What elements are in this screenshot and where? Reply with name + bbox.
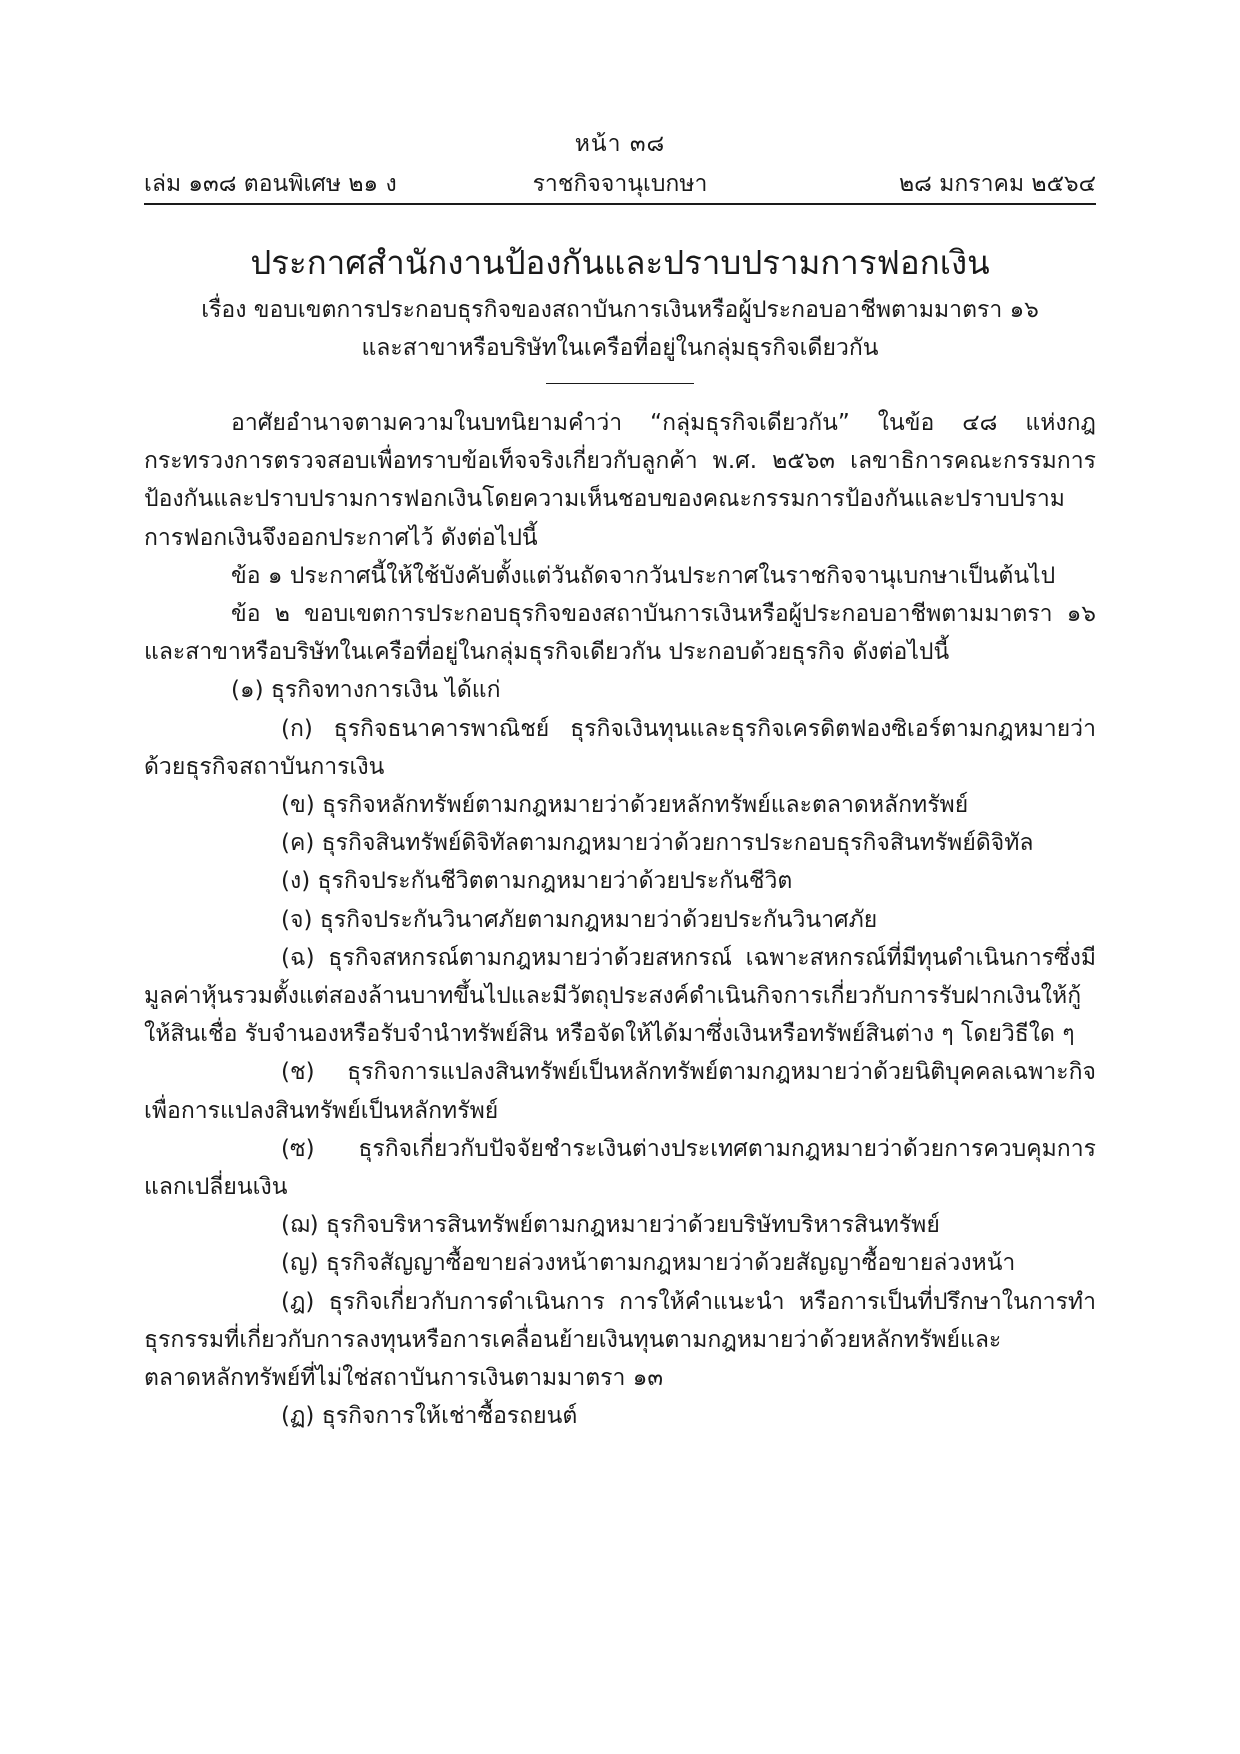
item-1-financial-business: (๑) ธุรกิจทางการเงิน ได้แก่	[231, 677, 501, 704]
subitem-kho: (ข) ธุรกิจหลักทรัพย์ตามกฎหมายว่าด้วยหลักทรัพย์และตลาดหลักทรัพย์	[281, 792, 969, 819]
clause-2: ข้อ ๒ ขอบเขตการประกอบธุรกิจของสถาบันการเงินหรือผู้ประกอบอาชีพตามมาตรา ๑๖ และสาขาหรือบริษัทในเครือที่อยู่ในกลุ่มธุรกิจเดียวกัน ประกอบด้วยธุรกิจ ดังต่อไปนี้	[144, 601, 1096, 666]
publication-date: ๒๘ มกราคม ๒๕๖๔	[898, 171, 1096, 197]
subitem-so: (ซ) ธุรกิจเกี่ยวกับปัจจัยชำระเงินต่างประเทศตามกฎหมายว่าด้วยการควบคุมการแลกเปลี่ยนเงิน	[144, 1135, 1096, 1201]
subitem-ngo: (ง) ธุรกิจประกันชีวิตตามกฎหมายว่าด้วยประกันชีวิต	[281, 868, 793, 895]
subitem-cho-ching: (ฉ) ธุรกิจสหกรณ์ตามกฎหมายว่าด้วยสหกรณ์ เฉพาะสหกรณ์ที่มีทุนดำเนินการซึ่งมีมูลค่าหุ้นรวมตั้งแต่สองล้านบาทขึ้นไปและมีวัตถุประสงค์ดำเนินกิจการเกี่ยวกับการรับฝากเงินให้กู้ ให้สินเชื่อ รับจำนองหรือรับจำนำทรัพย์สิน หรือจัดให้ได้มาซึ่งเงินหรือทรัพย์สินต่าง ๆ โดยวิธีใด ๆ	[144, 944, 1096, 1048]
subitem-kho-khwai: (ค) ธุรกิจสินทรัพย์ดิจิทัลตามกฎหมายว่าด้วยการประกอบธุรกิจสินทรัพย์ดิจิทัล	[281, 830, 1034, 857]
subitem-yo: (ญ) ธุรกิจสัญญาซื้อขายล่วงหน้าตามกฎหมายว่าด้วยสัญญาซื้อขายล่วงหน้า	[281, 1250, 1016, 1277]
volume-info: เล่ม ๑๓๘ ตอนพิเศษ ๒๑ ง	[144, 171, 397, 197]
subject-line-1: เรื่อง ขอบเขตการประกอบธุรกิจของสถาบันการเงินหรือผู้ประกอบอาชีพตามมาตรา ๑๖	[201, 297, 1039, 323]
gazette-header	[144, 166, 1096, 200]
publication-name: ราชกิจจานุเบกษา	[532, 171, 708, 197]
header-rule	[144, 203, 1096, 205]
subitem-ko: (ก) ธุรกิจธนาคารพาณิชย์ ธุรกิจเงินทุนและธุรกิจเครดิตฟองซิเอร์ตามกฎหมายว่าด้วยธุรกิจสถาบันการเงิน	[144, 715, 1096, 780]
announcement-title: ประกาศสำนักงานป้องกันและปราบปรามการฟอกเงิน	[250, 243, 990, 282]
subitem-do-chada: (ฎ) ธุรกิจเกี่ยวกับการดำเนินการ การให้คำแนะนำ หรือการเป็นที่ปรึกษาในการทำธุรกรรมที่เกี่ยวกับการลงทุนหรือการเคลื่อนย้ายเงินทุนตามกฎหมายว่าด้วยหลักทรัพย์และตลาดหลักทรัพย์ที่ไม่ใช่สถาบันการเงินตามมาตรา ๑๓	[144, 1288, 1096, 1392]
document-body	[144, 404, 1096, 1435]
subitem-cho-choe: (ฌ) ธุรกิจบริหารสินทรัพย์ตามกฎหมายว่าด้วยบริษัทบริหารสินทรัพย์	[281, 1212, 940, 1239]
subitem-cho: (จ) ธุรกิจประกันวินาศภัยตามกฎหมายว่าด้วยประกันวินาศภัย	[281, 906, 878, 933]
subitem-cho-chang: (ช) ธุรกิจการแปลงสินทรัพย์เป็นหลักทรัพย์ตามกฎหมายว่าด้วยนิติบุคคลเฉพาะกิจเพื่อการแปลงสินทรัพย์เป็นหลักทรัพย์	[144, 1059, 1096, 1124]
subitem-to-patak: (ฏ) ธุรกิจการให้เช่าซื้อรถยนต์	[281, 1403, 578, 1430]
clause-1: ข้อ ๑ ประกาศนี้ให้ใช้บังคับตั้งแต่วันถัดจากวันประกาศในราชกิจจานุเบกษาเป็นต้นไป	[231, 562, 1056, 589]
subject-line-2: และสาขาหรือบริษัทในเครือที่อยู่ในกลุ่มธุรกิจเดียวกัน	[361, 335, 879, 361]
title-divider	[546, 383, 694, 384]
page-number: หน้า ๓๘	[574, 131, 666, 157]
preamble-paragraph: อาศัยอำนาจตามความในบทนิยามคำว่า “กลุ่มธุรกิจเดียวกัน” ในข้อ ๔๘ แห่งกฎกระทรวงการตรวจสอบเพื่อทราบข้อเท็จจริงเกี่ยวกับลูกค้า พ.ศ. ๒๕๖๓ เลขาธิการคณะกรรมการป้องกันและปราบปรามการฟอกเงินโดยความเห็นชอบของคณะกรรมการป้องกันและปราบปรามการฟอกเงินจึงออกประกาศไว้ ดังต่อไปนี้	[144, 410, 1096, 551]
